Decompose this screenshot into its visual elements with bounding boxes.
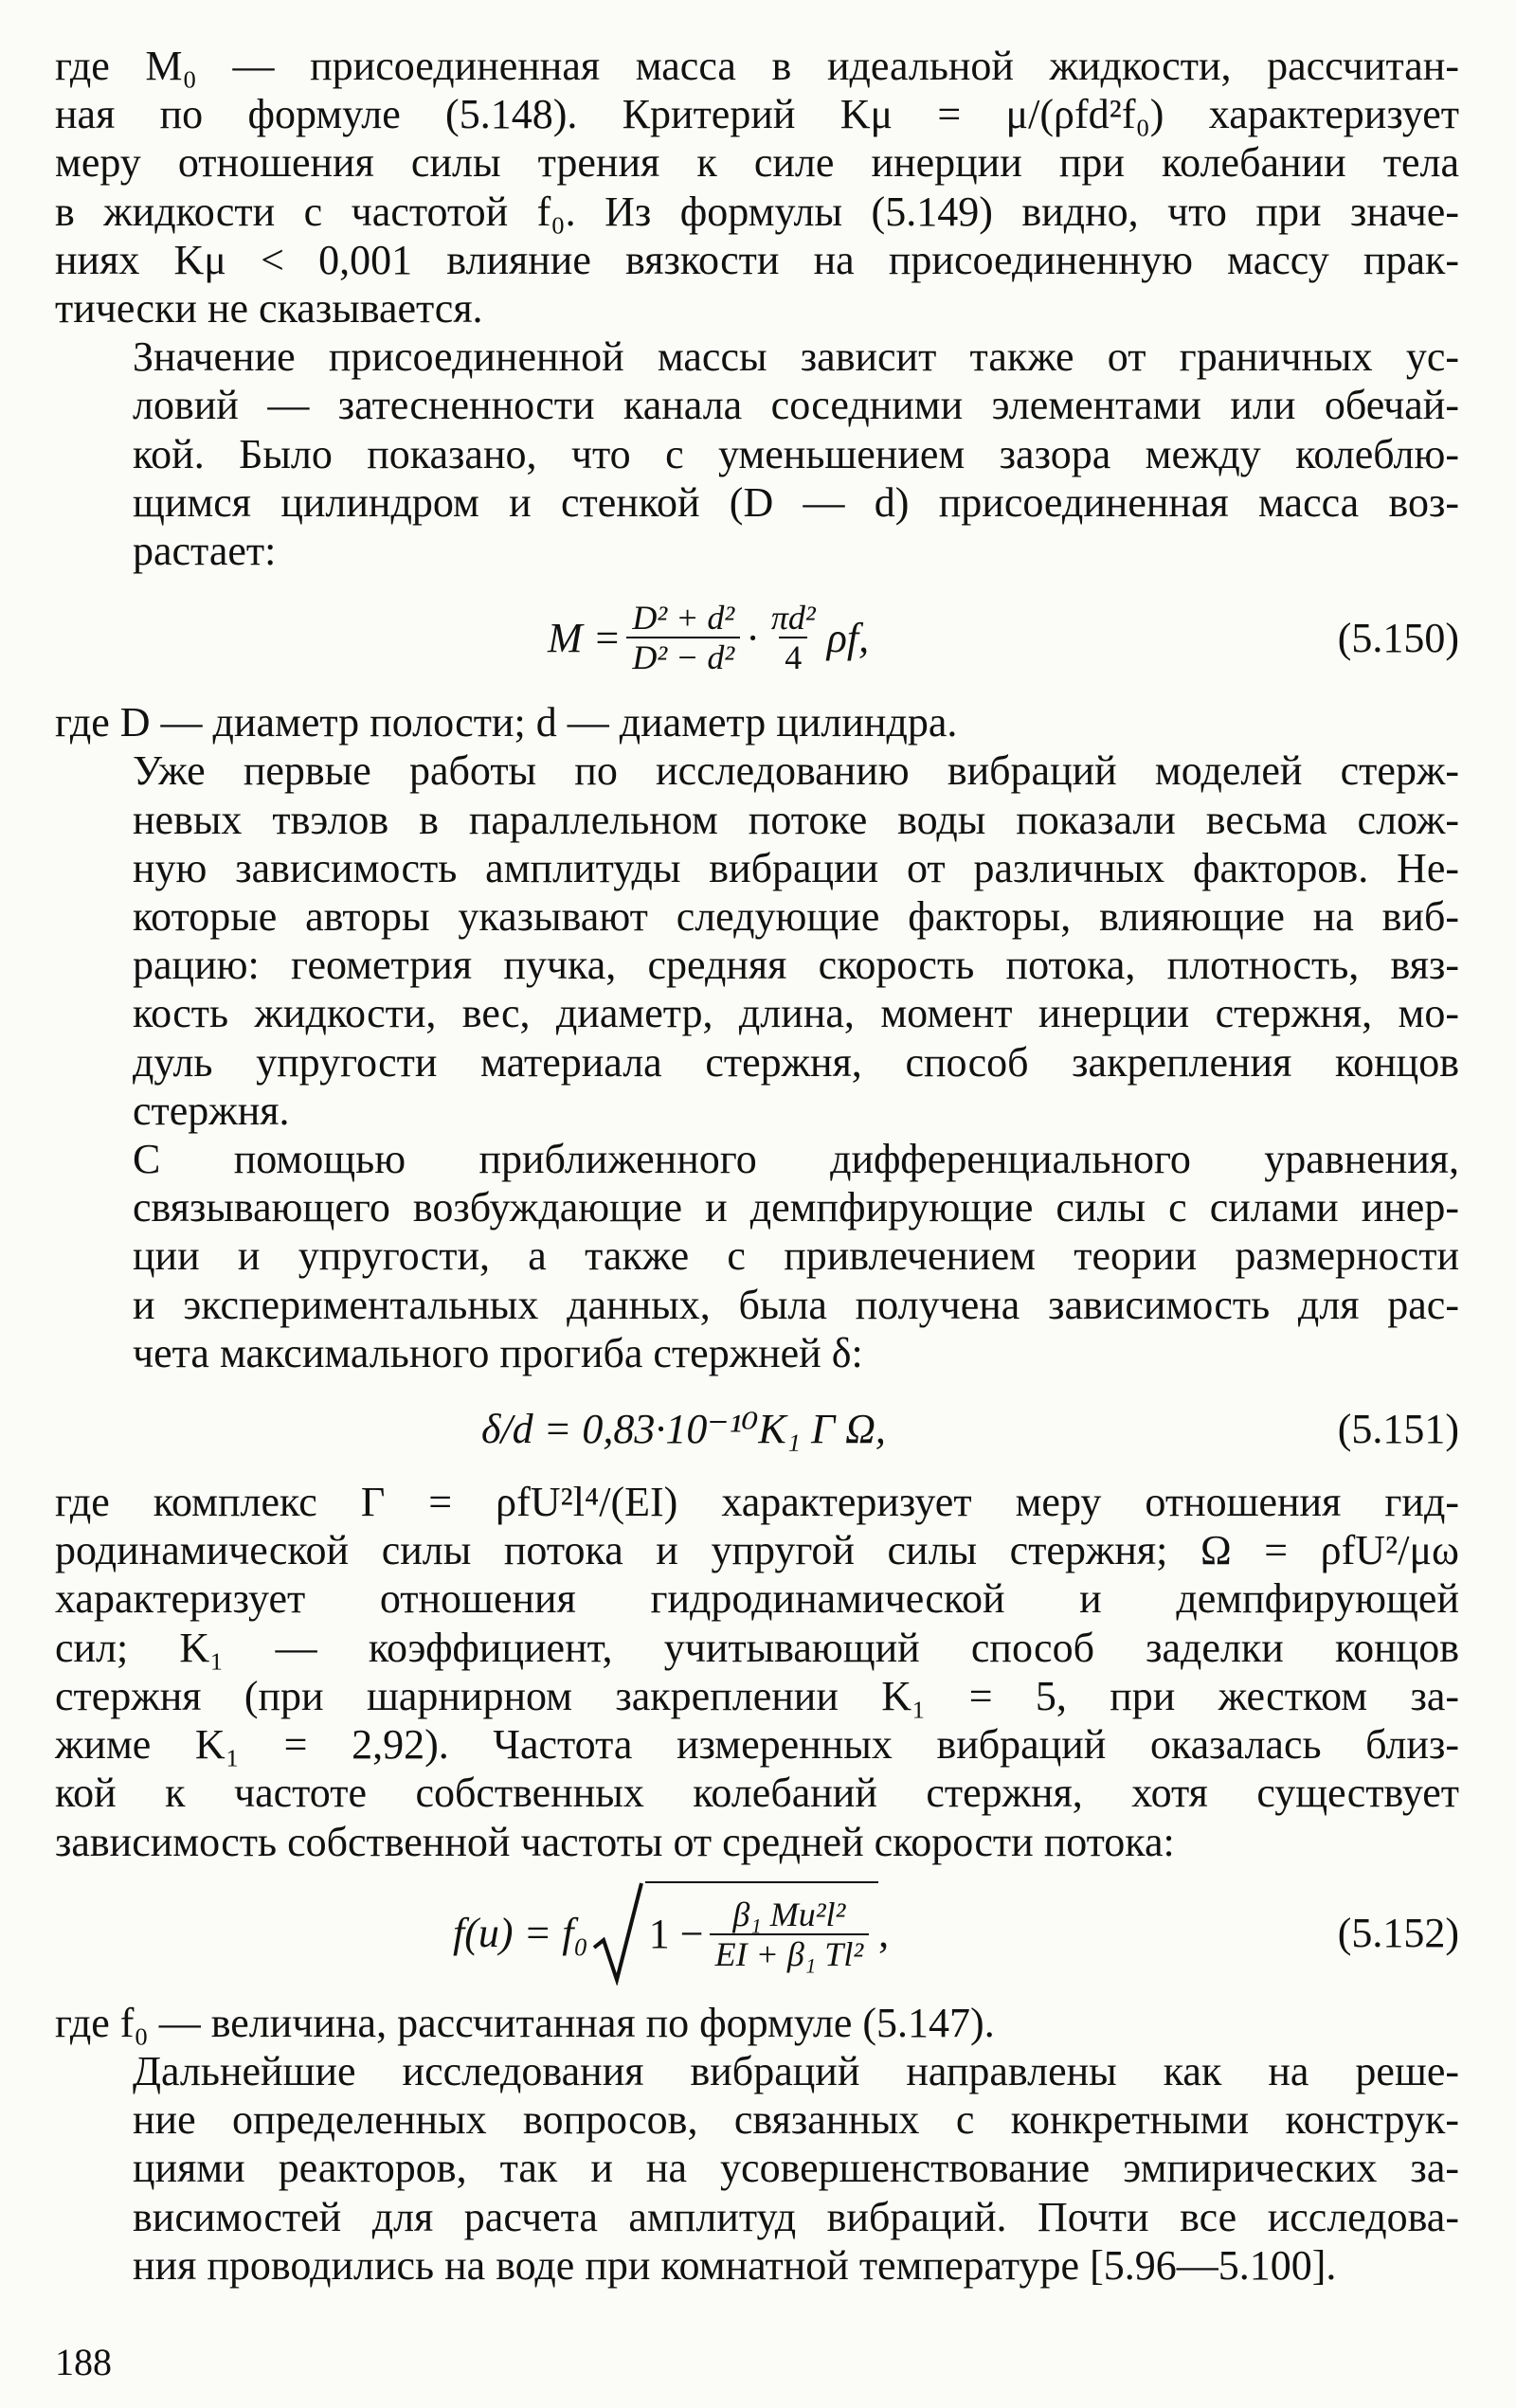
paragraph-6 [55, 1478, 1459, 1866]
text-line: щимся цилиндром и стенкой (D — d) присоединенная масса воз- [133, 478, 1459, 526]
text-line: ловий — затесненности канала соседними элементами или обечай- [133, 382, 1459, 429]
radicand [645, 1881, 878, 1986]
text-line: растает: [133, 528, 277, 575]
paragraph-7 [55, 1999, 1459, 2047]
text-line: зависимость собственной частоты от средней скорости потока: [55, 1818, 1175, 1865]
formula-number: (5.151) [1337, 1405, 1459, 1452]
formula-number: (5.150) [1337, 614, 1459, 661]
text-line: меру отношения силы трения к силе инерции при колебании тела [55, 139, 1459, 187]
text-line: характеризует отношения гидродинамической и демпфирующей [55, 1575, 1459, 1623]
text-line: ниях Kμ < 0,001 влияние вязкости на присоединенную массу прак- [55, 236, 1459, 283]
numerator: D² + d² [632, 599, 735, 638]
text-line: ния проводились на воде при комнатной температуре [5.96—5.100]. [133, 2241, 1337, 2289]
text-line: ную зависимость амплитуды вибрации от различных факторов. Не- [133, 844, 1459, 891]
formula-5-151-expression: δ/d = 0,83·10⁻¹⁰K₁ Г Ω, [481, 1405, 886, 1452]
fraction [766, 599, 821, 676]
formula-lhs: M = [548, 614, 622, 661]
denominator: D² − d² [626, 637, 740, 676]
text-line: кой к частоте собственных колебаний стержня, хотя существует [55, 1770, 1459, 1817]
text-line: стержня. [133, 1087, 290, 1134]
text-line: кой. Было показано, что с уменьшением зазора между колеблю- [133, 430, 1459, 477]
text-line: С помощью приближенного дифференциального уравнения, [133, 1136, 1459, 1183]
text-line: связывающего возбуждающие и демпфирующие силы с силами инер- [133, 1184, 1459, 1231]
paragraph-8 [55, 2047, 1459, 2290]
paragraph-5 [55, 1135, 1459, 1377]
formula-tail: , [878, 1910, 890, 1957]
text-line: ная по формуле (5.148). Критерий Kμ = μ/(ρfd²f₀) характеризует [55, 91, 1459, 138]
paragraph-2 [55, 332, 1459, 575]
text-line: сил; K₁ — коэффициент, учитывающий способ заделки концов [55, 1624, 1459, 1671]
page-number: 188 [55, 2341, 112, 2383]
denominator: 4 [779, 637, 807, 676]
denominator: EI + β₁ Tl² [710, 1933, 870, 1973]
text-line: циями реакторов, так и на усовершенствование эмпирических за- [133, 2145, 1459, 2192]
text-line: ние определенных вопросов, связанных с конкретными конструк- [133, 2096, 1459, 2144]
text-line: дуль упругости материала стержня, способ закрепления концов [133, 1038, 1459, 1086]
text-line: и экспериментальных данных, была получена зависимость для рас- [133, 1281, 1459, 1328]
formula-5-150 [55, 581, 1459, 694]
formula-lhs: f(u) = f₀ [453, 1910, 588, 1957]
dot-operator: · [746, 614, 760, 661]
paragraph-1 [55, 42, 1459, 332]
text-line: которые авторы указывают следующие факторы, влияющие на виб- [133, 893, 1459, 941]
text-line: Уже первые работы по исследованию вибраций моделей стерж- [133, 747, 1459, 795]
text-line: в жидкости с частотой f₀. Из формулы (5.149) видно, что при значе- [55, 188, 1459, 235]
text-line: жиме K₁ = 2,92). Частота измеренных вибраций оказалась близ- [55, 1721, 1459, 1769]
fraction [626, 599, 740, 676]
one-minus: 1 − [648, 1911, 704, 1958]
paragraph-4 [55, 746, 1459, 1135]
text-line: где M₀ — присоединенная масса в идеальной жидкости, рассчитан- [55, 43, 1459, 89]
formula-5-152-expression [453, 1872, 889, 1995]
text-line: рацию: геометрия пучка, средняя скорость потока, плотность, вяз- [133, 942, 1459, 989]
text-line: где комплекс Г = ρfU²l⁴/(EI) характеризует меру отношения гид- [55, 1479, 1459, 1526]
text-line: висимостей для расчета амплитуд вибраций. Почти все исследова- [133, 2193, 1459, 2240]
formula-number: (5.152) [1337, 1910, 1459, 1957]
formula-5-152 [55, 1872, 1459, 1995]
radical-sign-icon [588, 1881, 645, 1986]
text-line: кость жидкости, вес, диаметр, длина, момент инерции стержня, мо- [133, 990, 1459, 1037]
numerator: β₁ Mu²l² [732, 1895, 846, 1933]
text-line: ции и упругости, а также с привлечением теории размерности [133, 1232, 1459, 1280]
text-line: родинамической силы потока и упругой силы стержня; Ω = ρfU²/μω [55, 1527, 1459, 1574]
text-line: чета максимального прогиба стержней δ: [133, 1329, 863, 1376]
text-line: невых твэлов в параллельном потоке воды показали весьма слож- [133, 796, 1459, 843]
text-line: Значение присоединенной массы зависит также от граничных ус- [133, 333, 1459, 381]
text-line: где f₀ — величина, рассчитанная по формуле (5.147). [55, 1999, 995, 2046]
paragraph-3 [55, 698, 1459, 746]
text-line: тически не сказывается. [55, 285, 483, 332]
text-line: Дальнейшие исследования вибраций направлены как на реше- [133, 2047, 1459, 2094]
numerator: πd² [770, 599, 816, 638]
formula-tail: ρf, [826, 614, 870, 661]
square-root [588, 1881, 878, 1986]
fraction [710, 1896, 870, 1973]
formula-5-151 [55, 1383, 1459, 1474]
text-line: стержня (при шарнирном закреплении K₁ = 5, при жестком за- [55, 1672, 1459, 1719]
text-line: где D — диаметр полости; d — диаметр цилиндра. [55, 699, 958, 746]
formula-5-150-expression [548, 581, 869, 694]
